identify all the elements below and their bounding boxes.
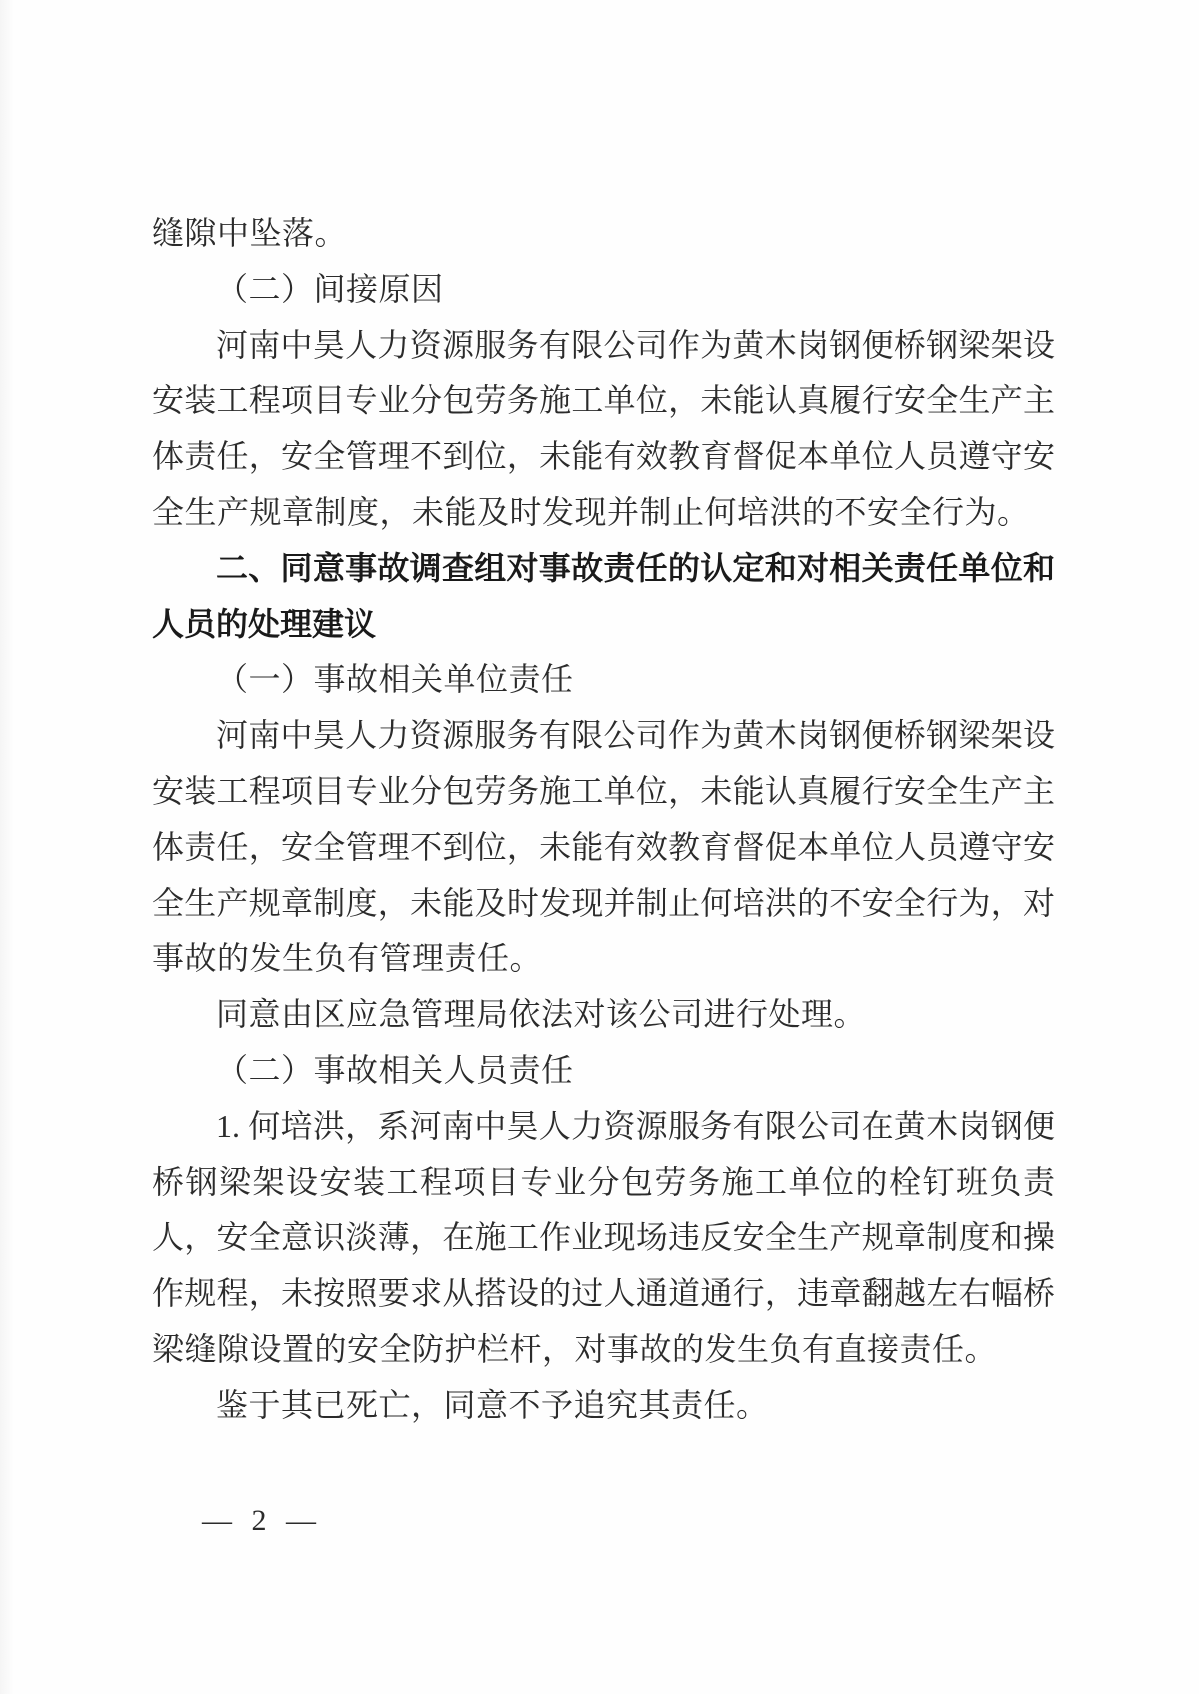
text-line: 人，安全意识淡薄，在施工作业现场违反安全生产规章制度和操: [152, 1219, 1055, 1256]
text-line: 同意由区应急管理局依法对该公司进行处理。: [216, 996, 867, 1033]
text-line: 缝隙中坠落。: [152, 215, 348, 251]
text-line: 河南中昊人力资源服务有限公司作为黄木岗钢便桥钢梁架设: [216, 326, 1055, 363]
text-line: 事故的发生负有管理责任。: [152, 940, 543, 977]
text-line: 河南中昊人力资源服务有限公司作为黄木岗钢便桥钢梁架设: [216, 717, 1055, 754]
heading-line: 人员的处理建议: [152, 605, 377, 642]
text-line: （二）间接原因: [216, 270, 444, 307]
text-line: 安装工程项目专业分包劳务施工单位，未能认真履行安全生产主: [152, 772, 1055, 809]
text-line: 桥钢梁架设安装工程项目专业分包劳务施工单位的栓钉班负责: [152, 1163, 1055, 1200]
text-line: 全生产规章制度，未能及时发现并制止何培洪的不安全行为，对: [152, 884, 1055, 921]
text-line: 鉴于其已死亡，同意不予追究其责任。: [216, 1386, 769, 1423]
text-line: 1. 何培洪，系河南中昊人力资源服务有限公司在黄木岗钢便: [216, 1107, 1055, 1144]
text-line: 作规程，未按照要求从搭设的过人通道通行，违章翻越左右幅桥: [152, 1275, 1055, 1312]
text-line: （一）事故相关单位责任: [216, 661, 574, 698]
text-line: 体责任，安全管理不到位，未能有效教育督促本单位人员遵守安: [152, 828, 1055, 865]
heading-line: 二、同意事故调查组对事故责任的认定和对相关责任单位和: [216, 549, 1055, 586]
text-line: 体责任，安全管理不到位，未能有效教育督促本单位人员遵守安: [152, 438, 1055, 475]
text-line: 梁缝隙设置的安全防护栏杆，对事故的发生负有直接责任。: [152, 1330, 998, 1367]
page-number: — 2 —: [202, 1504, 322, 1537]
text-line: （二）事故相关人员责任: [216, 1051, 574, 1088]
text-line: 安装工程项目专业分包劳务施工单位，未能认真履行安全生产主: [152, 382, 1055, 419]
text-line: 全生产规章制度，未能及时发现并制止何培洪的不安全行为。: [152, 493, 1030, 530]
